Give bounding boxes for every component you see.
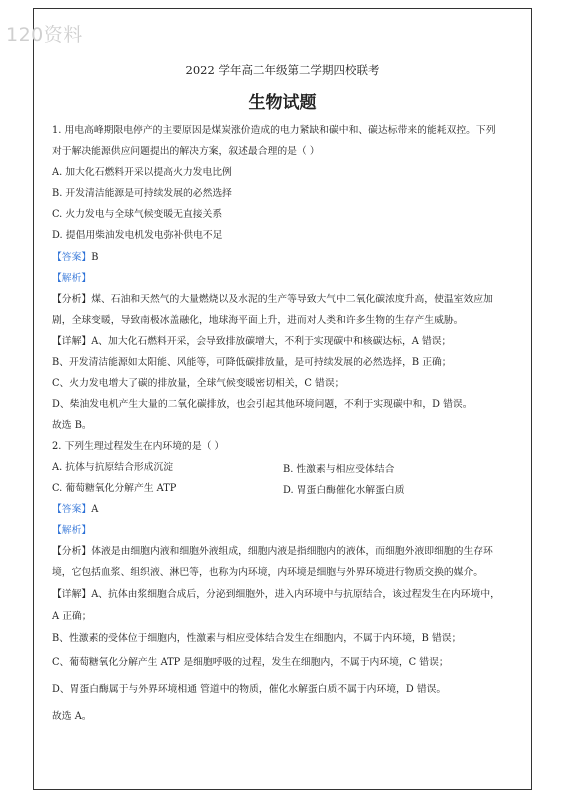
q1-detail-d: D、柴油发电机产生大量的二氧化碳排放，也会引起其他环境问题，不利于实现碳中和，D 错误。: [52, 399, 473, 410]
q2-detail-a2: A 正确；: [52, 611, 92, 622]
q2-detail-b: B、性激素的受体位于细胞内，性激素与相应受体结合发生在细胞内，不属于内环境，B 错误；: [52, 633, 462, 644]
q1-detail-c: C、火力发电增大了碳的排放量，全球气候变暖密切相关，C 错误；: [52, 378, 345, 389]
answer-value: A: [91, 504, 99, 515]
q2-option-b: B. 性激素与相应受体结合: [283, 464, 395, 475]
fenxi-text: 体液是由细胞内液和细胞外液组成，细胞内液是指细胞内的液体，而细胞外液即细胞的生存环: [91, 546, 493, 557]
fenxi-tag: 【分析】: [52, 546, 92, 557]
q2-option-a: A. 抗体与抗原结合形成沉淀: [52, 462, 174, 473]
fenxi-text: 煤、石油和天然气的大量燃烧以及水泥的生产等导致大气中二氧化碳浓度升高，使温室效应加: [91, 294, 493, 305]
q2-answer: [52, 503, 98, 517]
q2-fenxi-line1: [52, 545, 493, 559]
watermark: 120资料: [6, 24, 83, 46]
q2-conclusion: 故选 A。: [52, 711, 92, 722]
q1-fenxi-line2: 剧，全球变暖，导致南极冰盖融化，地球海平面上升，进而对人类和许多生物的生存产生威胁。: [52, 315, 464, 326]
q2-detail-a1: [52, 588, 500, 602]
q2-option-d: D. 胃蛋白酶催化水解蛋白质: [283, 485, 405, 496]
q2-detail-c: C、葡萄糖氧化分解产生 ATP 是细胞呼吸的过程，发生在细胞内，不属于内环境，C 错误；: [52, 657, 449, 668]
xiangjie-tag: 【详解】: [52, 589, 92, 600]
q1-fenxi-line1: [52, 293, 493, 307]
q1-answer: [52, 251, 98, 265]
q1-option-a: A. 加大化石燃料开采以提高火力发电比例: [52, 167, 232, 178]
q2-stem: 2. 下列生理过程发生在内环境的是（ ）: [52, 441, 225, 452]
q1-option-d: D. 提倡用柴油发电机发电弥补供电不足: [52, 230, 223, 241]
q1-stem-line1: 1. 用电高峰期限电停产的主要原因是煤炭涨价造成的电力紧缺和碳中和、碳达标带来的能耗双控。下列: [52, 125, 496, 136]
answer-tag: 【答案】: [52, 504, 92, 515]
q1-conclusion: 故选 B。: [52, 420, 92, 431]
subject-title: 生物试题: [248, 93, 317, 113]
q2-option-c: C. 葡萄糖氧化分解产生 ATP: [52, 483, 177, 494]
detail-text: A、加大化石燃料开采，会导致排放碳增大，不利于实现碳中和核碳达标，A 错误；: [91, 336, 452, 347]
answer-value: B: [91, 252, 99, 263]
q1-option-c: C. 火力发电与全球气候变暖无直接关系: [52, 209, 223, 220]
q1-analysis-tag: 【解析】: [52, 273, 92, 284]
answer-tag: 【答案】: [52, 252, 92, 263]
exam-title: 2022 学年高二年级第二学期四校联考: [185, 63, 380, 77]
detail-text: A、抗体由浆细胞合成后，分泌到细胞外，进入内环境中与抗原结合，该过程发生在内环境中，: [91, 589, 500, 600]
q2-detail-d: D、胃蛋白酶属于与外界环境相通 管道中的物质，催化水解蛋白质不属于内环境，D 错误。: [52, 684, 447, 695]
q1-stem-line2: 对于解决能源供应问题提出的解决方案，叙述最合理的是（ ）: [52, 146, 320, 157]
q2-fenxi-line2: 境，它包括血浆、组织液、淋巴等，也称为内环境，内环境是细胞与外界环境进行物质交换的媒介。: [52, 567, 484, 578]
q1-detail-b: B、开发清洁能源如太阳能、风能等，可降低碳排放量，是可持续发展的必然选择，B 正确；: [52, 357, 452, 368]
q1-detail-a: [52, 335, 451, 349]
fenxi-tag: 【分析】: [52, 294, 92, 305]
q2-analysis-tag: 【解析】: [52, 525, 92, 536]
q1-option-b: B. 开发清洁能源是可持续发展的必然选择: [52, 188, 232, 199]
xiangjie-tag: 【详解】: [52, 336, 92, 347]
